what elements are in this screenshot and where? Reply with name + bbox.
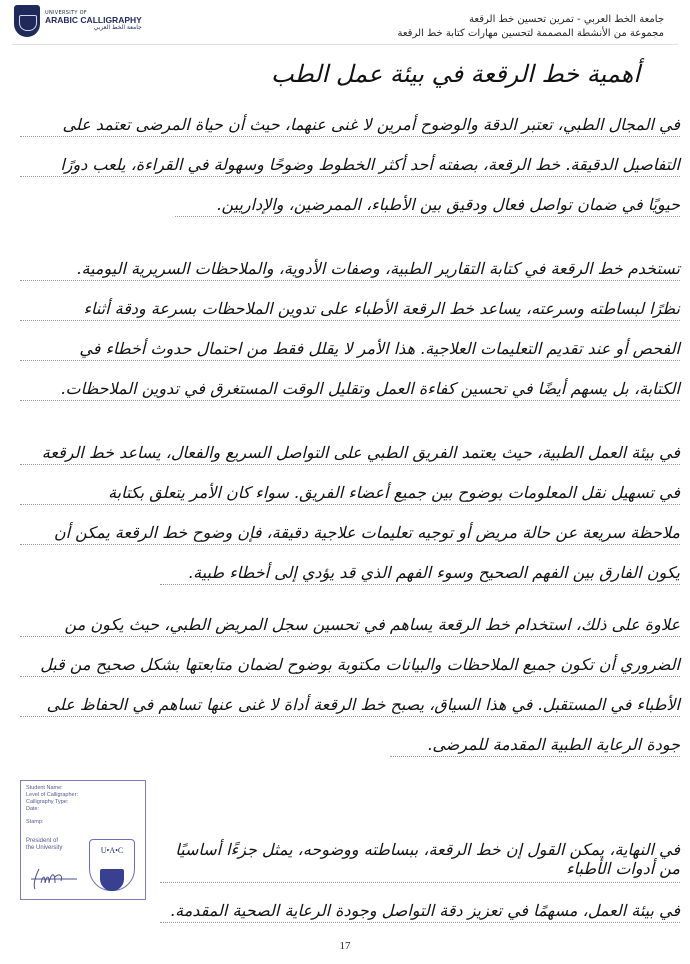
- date-field: Date:: [26, 806, 40, 812]
- paragraph-3: [20, 428, 680, 588]
- text-line: في بيئة العمل الطبية، حيث يعتمد الفريق الطبي على التواصل السريع والفعال، يساعد خط الرقعة: [20, 428, 680, 468]
- text-line: جودة الرعاية الطبية المقدمة للمرضى.: [390, 720, 680, 760]
- student-name-field: Student Name:: [26, 785, 63, 791]
- paragraph-5: [160, 840, 680, 926]
- certification-stamp: [20, 780, 146, 900]
- text-line: الكتابة، بل يسهم أيضًا في تحسين كفاءة العمل وتقليل الوقت المستغرق في تدوين الملاحظات.: [20, 364, 680, 404]
- level-field: Level of Calligrapher:: [26, 792, 78, 798]
- paragraph-2: [20, 244, 680, 404]
- text-line: علاوة على ذلك، استخدام خط الرقعة يساهم في تحسين سجل المريض الطبي، حيث يكون من: [20, 600, 680, 640]
- president-label-2: the University: [26, 845, 63, 851]
- university-seal: [89, 839, 135, 891]
- seal-text: U•A•C: [100, 846, 124, 855]
- logo-line-3: جامعة الخط العربي: [93, 23, 142, 31]
- text-line: الفحص أو عند تقديم التعليمات العلاجية. هذا الأمر لا يقلل فقط من احتمال حدوث أخطاء في: [20, 324, 680, 364]
- text-line: في بيئة العمل، مسهمًا في تعزيز دقة التواصل وجودة الرعاية الصحية المقدمة.: [160, 886, 680, 926]
- text-line: الأطباء في المستقبل. في هذا السياق، يصبح خط الرقعة أداة لا غنى عنها تساهم في الحفاظ على: [20, 680, 680, 720]
- header-info: [398, 13, 665, 41]
- text-line: ملاحظة سريعة عن حالة مريض أو توجيه تعليمات علاجية دقيقة، فإن وضوح خط الرقعة يمكن أن: [20, 508, 680, 548]
- text-line: التفاصيل الدقيقة. خط الرقعة، بصفته أحد أكثر الخطوط وضوحًا وسهولة في القراءة، يلعب دورًا: [20, 140, 680, 180]
- text-line: نظرًا لبساطته وسرعته، يساعد خط الرقعة الأطباء على تدوين الملاحظات بسرعة ودقة أثناء: [20, 284, 680, 324]
- paragraph-4: [20, 600, 680, 760]
- logo-text: [45, 11, 142, 31]
- president-label-1: President of: [26, 838, 59, 844]
- paragraph-1: [20, 100, 680, 220]
- university-logo: [14, 5, 142, 37]
- header-line-1: جامعة الخط العربي - تمرين تحسين خط الرقعة: [469, 14, 664, 25]
- logo-line-2: ARABIC CALLIGRAPHY: [45, 15, 142, 26]
- page-title: أهمية خط الرقعة في بيئة عمل الطب: [271, 60, 640, 88]
- text-line: في النهاية، يمكن القول إن خط الرقعة، ببساطته ووضوحه، يمثل جزءًا أساسيًا من أدوات الأطباء: [160, 840, 680, 886]
- text-line: الضروري أن تكون جميع الملاحظات والبيانات مكتوبة بوضوح لضمان متابعتها بشكل صحيح من قبل: [20, 640, 680, 680]
- text-line: يكون الفارق بين الفهم الصحيح وسوء الفهم الذي قد يؤدي إلى أخطاء طبية.: [160, 548, 680, 588]
- type-field: Calligraphy Type:: [26, 799, 69, 805]
- text-line: تستخدم خط الرقعة في كتابة التقارير الطبية، وصفات الأدوية، والملاحظات السريرية اليومية.: [20, 244, 680, 284]
- header-divider: [12, 44, 678, 45]
- logo-line-1: UNIVERSITY OF: [45, 9, 87, 16]
- crest-icon: [100, 869, 124, 891]
- page-header: [0, 0, 690, 46]
- signature-icon: [29, 865, 79, 891]
- stamp-field: Stamp:: [26, 819, 44, 825]
- shield-icon: [14, 5, 40, 37]
- text-line: في تسهيل نقل المعلومات بوضوح بين جميع أعضاء الفريق. سواء كان الأمر يتعلق بكتابة: [20, 468, 680, 508]
- text-line: في المجال الطبي، تعتبر الدقة والوضوح أمرين لا غنى عنهما، حيث أن حياة المرضى تعتمد على: [20, 100, 680, 140]
- text-line: حيويًا في ضمان تواصل فعال ودقيق بين الأطباء، الممرضين، والإداريين.: [175, 180, 680, 220]
- header-line-2: مجموعة من الأنشطة المصممة لتحسين مهارات كتابة خط الرقعة: [397, 28, 664, 39]
- page-number: 17: [339, 940, 351, 952]
